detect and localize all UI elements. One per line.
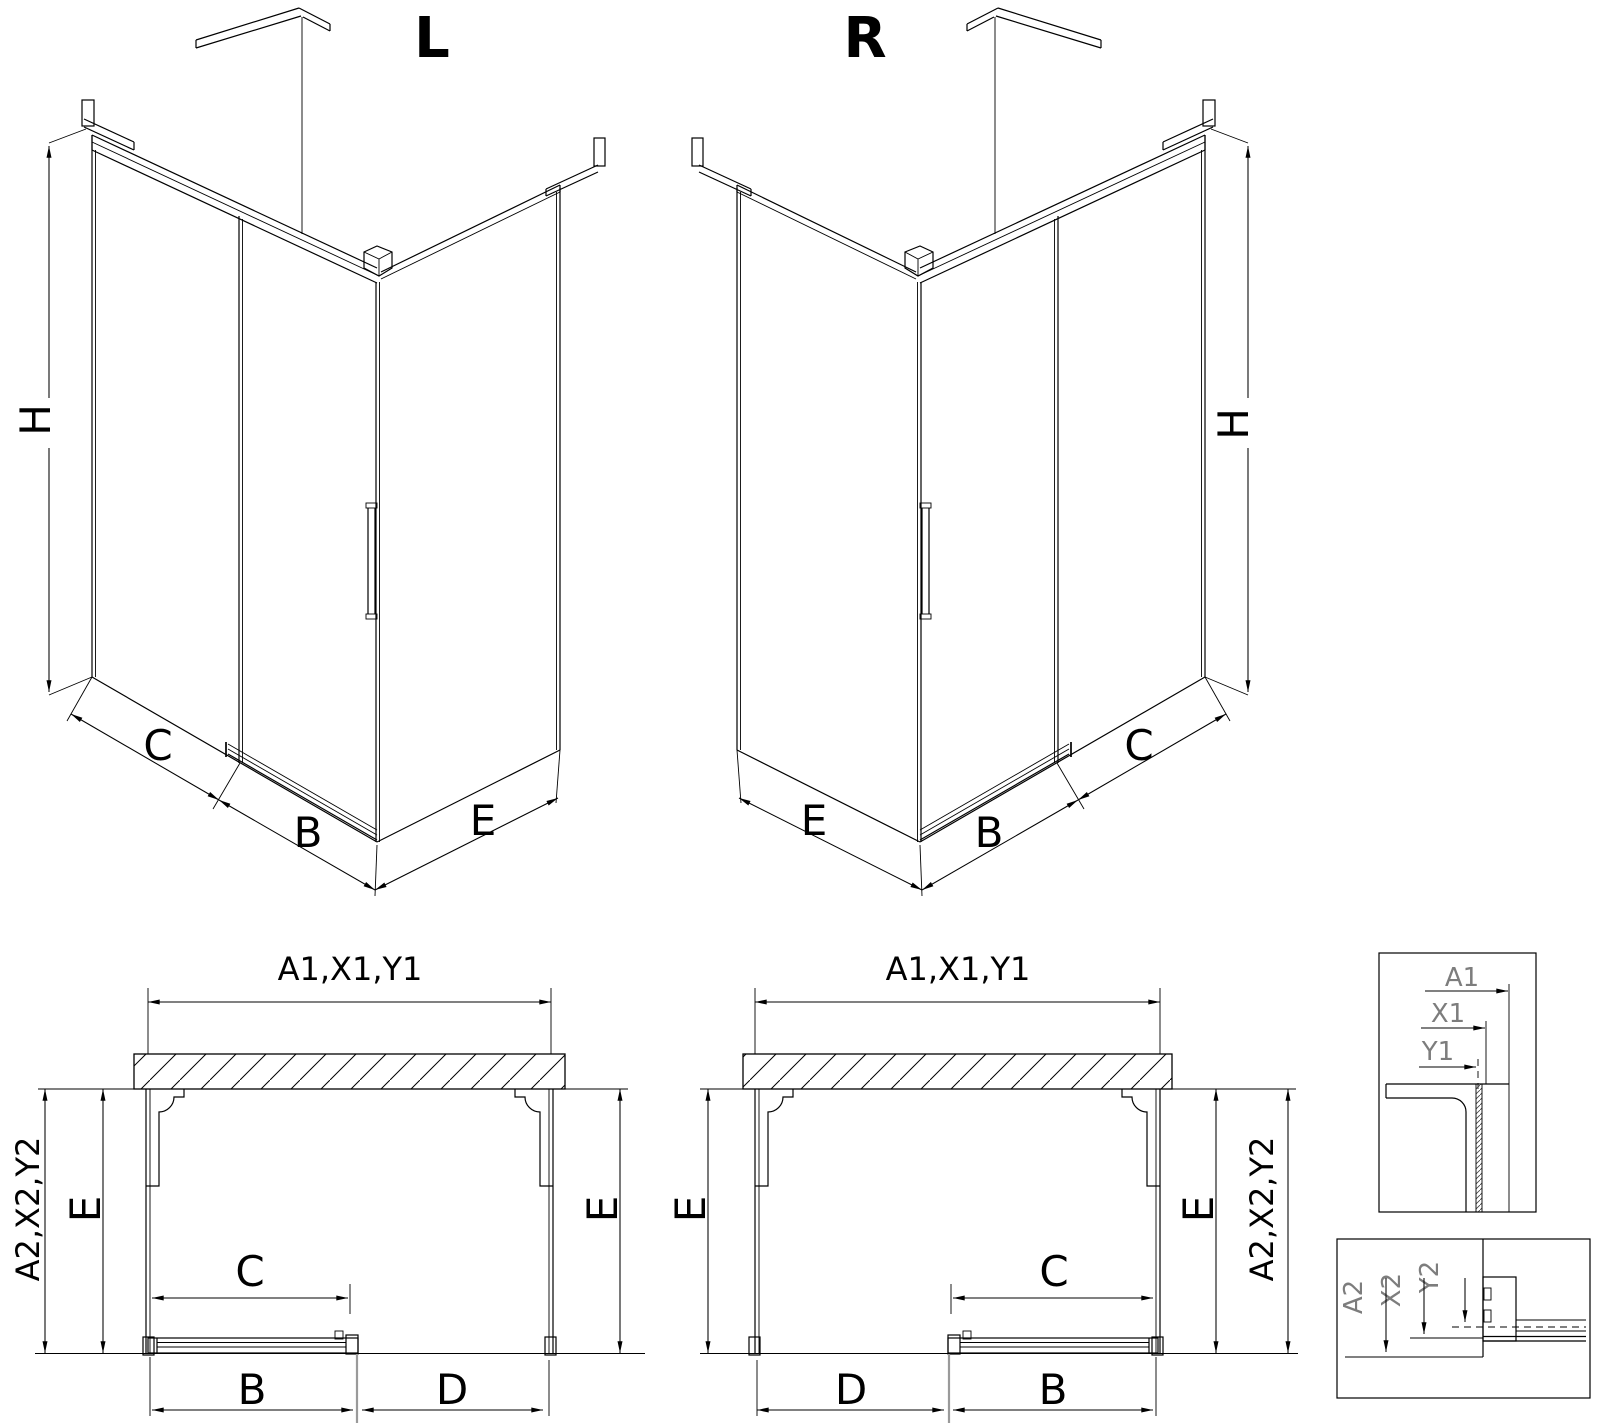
iso-view-left (11, 6, 605, 896)
plan-right-c-label: C (1039, 1247, 1069, 1296)
iso-right-h-label: H (1209, 408, 1258, 440)
wall-profile-left (146, 1089, 184, 1186)
detail-top-wall-profile (1386, 1084, 1509, 1212)
plan-view-right (666, 950, 1298, 1423)
plan-right-a1-label: A1,X1,Y1 (885, 950, 1031, 988)
plan-right-door-track (948, 1331, 1158, 1354)
plan-left-door-track (148, 1331, 358, 1354)
iso-right-c-label: C (1124, 721, 1154, 770)
detail-bottom-rail-profile (1483, 1277, 1586, 1341)
plan-left-e-left-label: E (61, 1195, 110, 1223)
plan-right-e-right-label: E (1174, 1195, 1223, 1223)
wall-profile-right (1122, 1089, 1160, 1186)
plan-left-d-label: D (435, 1365, 469, 1414)
plan-right-d-label: D (834, 1365, 868, 1414)
plan-left-e-right-label: E (578, 1195, 627, 1223)
detail-view-bottom (1337, 1239, 1590, 1398)
iso-left-c-label: C (143, 721, 173, 770)
wall-profile-left (755, 1089, 793, 1186)
wall-profile-right (515, 1089, 553, 1186)
plan-left-b-label: B (237, 1365, 267, 1414)
detail-x2-label: X2 (1377, 1272, 1407, 1308)
iso-view-right (692, 6, 1258, 896)
plan-view-left (9, 950, 645, 1423)
detail-y1-label: Y1 (1421, 1037, 1455, 1067)
detail-x1-label: X1 (1430, 999, 1466, 1029)
wall-section (134, 1054, 565, 1089)
glass-panel-section (1476, 1084, 1482, 1212)
wall-section (743, 1054, 1172, 1089)
plan-right-e-left-label: E (666, 1195, 715, 1223)
iso-right-b-label: B (974, 808, 1004, 857)
plan-right-b-label: B (1038, 1365, 1068, 1414)
iso-right-e-label: E (800, 796, 828, 845)
plan-left-a1-label: A1,X1,Y1 (277, 950, 423, 988)
detail-bottom-border (1337, 1239, 1590, 1398)
iso-left-e-label: E (469, 796, 497, 845)
detail-y2-label: Y2 (1415, 1260, 1445, 1294)
iso-right-title: R (843, 6, 887, 71)
detail-view-top (1379, 953, 1536, 1212)
plan-left-a2-label: A2,X2,Y2 (9, 1136, 47, 1282)
detail-a2-label: A2 (1339, 1279, 1369, 1315)
plan-right-a2-label: A2,X2,Y2 (1243, 1136, 1281, 1282)
iso-left-title: L (414, 6, 450, 71)
iso-left-b-label: B (293, 808, 323, 857)
plan-left-c-label: C (235, 1247, 265, 1296)
detail-a1-label: A1 (1444, 963, 1480, 993)
iso-left-h-label: H (11, 404, 60, 436)
